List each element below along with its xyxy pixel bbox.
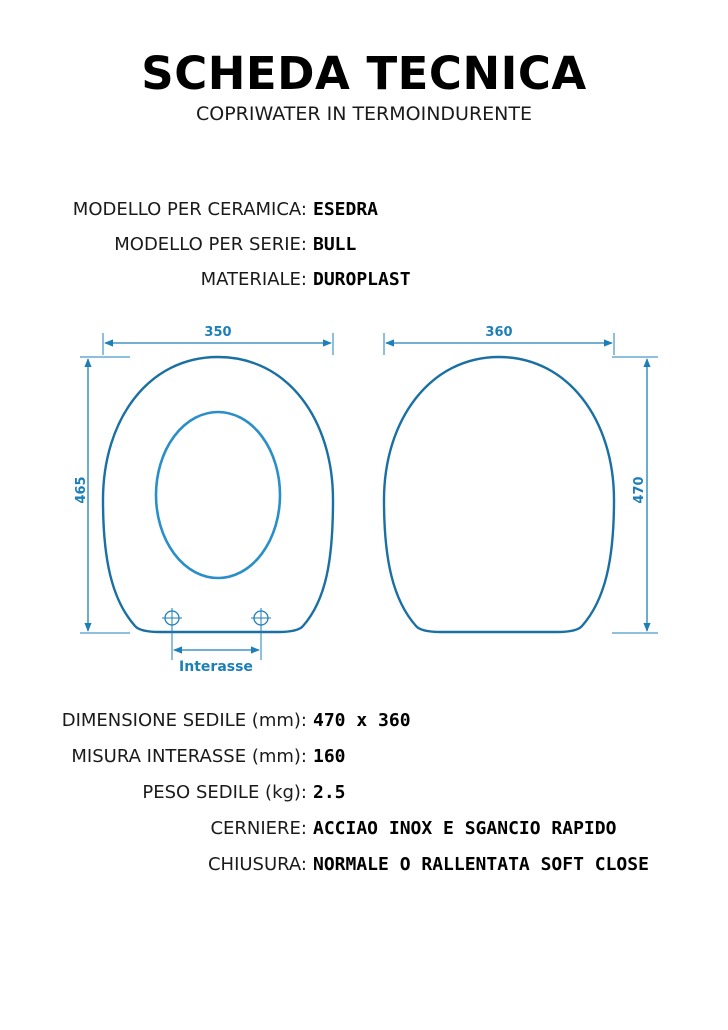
technical-drawing (0, 300, 728, 700)
cover-width-label: 360 (485, 325, 513, 340)
spec-row-peso (0, 780, 728, 806)
spec-label: PESO SEDILE (kg): (142, 782, 307, 803)
spec-label: DIMENSIONE SEDILE (mm): (61, 710, 307, 731)
cover-drawing (384, 325, 658, 633)
spec-value: ACCIAO INOX E SGANCIO RAPIDO (313, 818, 617, 839)
spec-label: CHIUSURA: (207, 854, 307, 875)
page-subtitle: COPRIWATER IN TERMOINDURENTE (195, 103, 532, 125)
spec-value: NORMALE O RALLENTATA SOFT CLOSE (313, 854, 649, 875)
hinge-left-icon (162, 608, 182, 660)
spec-value: 2.5 (313, 782, 346, 803)
page-title: SCHEDA TECNICA (141, 47, 587, 100)
spec-label: CERNIERE: (210, 818, 307, 839)
spec-label: MATERIALE: (200, 269, 307, 290)
spec-value: 160 (313, 746, 346, 767)
seat-outline (103, 357, 333, 632)
seat-opening (156, 412, 280, 578)
hinge-right-icon (251, 608, 271, 660)
spec-label: MODELLO PER CERAMICA: (72, 199, 307, 220)
cover-height-label: 470 (632, 476, 647, 504)
seat-height-label: 465 (74, 476, 89, 504)
spec-label: MISURA INTERASSE (mm): (71, 746, 307, 767)
spec-row-cerniere (0, 816, 728, 842)
spec-value: DUROPLAST (313, 269, 411, 290)
seat-drawing (74, 325, 333, 675)
spec-value: BULL (313, 234, 357, 255)
spec-row-serie (0, 232, 728, 258)
spec-row-dimensione (0, 708, 728, 734)
seat-width-label: 350 (204, 325, 232, 340)
spec-value: 470 x 360 (313, 710, 411, 731)
spec-row-interasse (0, 744, 728, 770)
spec-label: MODELLO PER SERIE: (114, 234, 307, 255)
spec-row-materiale (0, 267, 728, 293)
spec-row-ceramica (0, 197, 728, 223)
interasse-label: Interasse (179, 659, 253, 675)
spec-value: ESEDRA (313, 199, 379, 220)
spec-row-chiusura (0, 852, 728, 878)
cover-outline (384, 357, 614, 632)
